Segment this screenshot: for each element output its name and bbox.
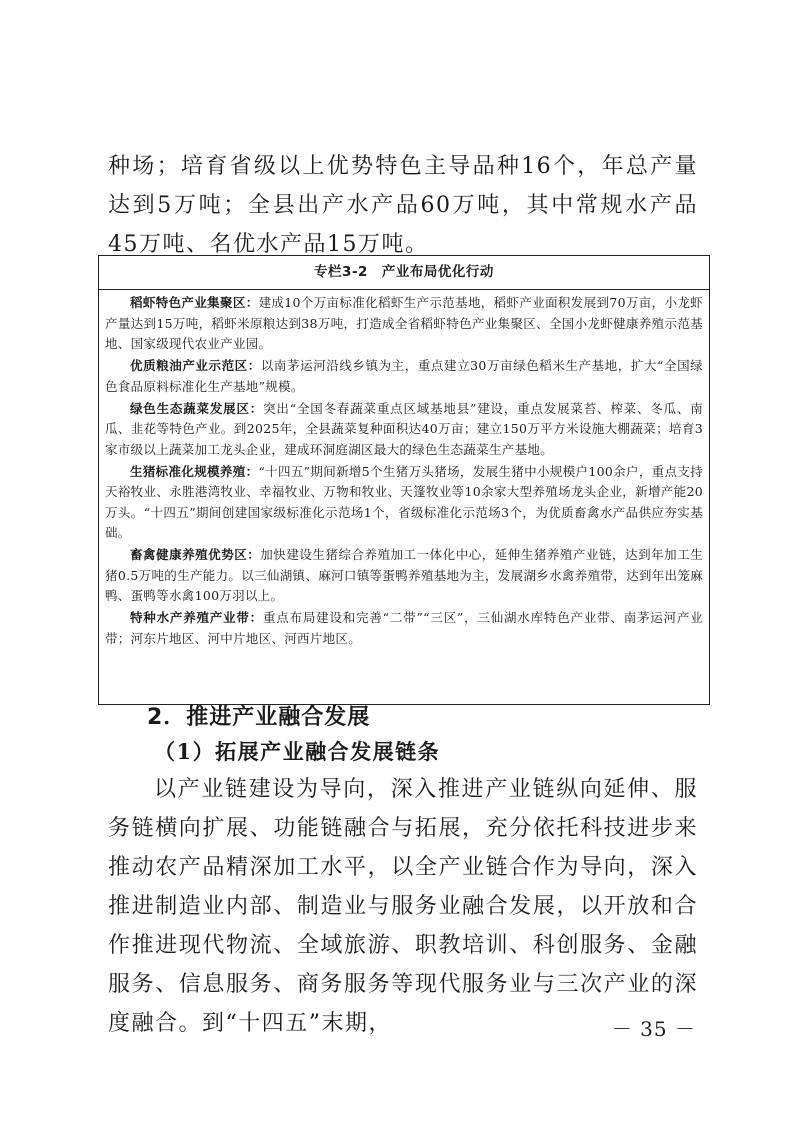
- box-entry: [105, 399, 703, 461]
- box-entry: [105, 293, 703, 355]
- entry-heading: 特种水产养殖产业带：: [130, 610, 263, 625]
- box-entry: [105, 356, 703, 397]
- entry-heading: 绿色生态蔬菜发展区：: [130, 400, 264, 416]
- entry-heading: 生猪标准化规模养殖：: [130, 463, 259, 479]
- box-entry: [105, 608, 703, 649]
- entry-heading: 畜禽健康养殖优势区：: [130, 547, 261, 562]
- subsection-heading: （1）拓展产业融合发展链条: [154, 739, 441, 764]
- entry-text: 建成10个万亩标准化稻虾生产示范基地，稻虾产业面积发展到70万亩，小龙虾产量达到15万吨，稻虾米原粮达到38万吨，打造成全省稻虾特色产业集聚区、全国小龙虾健康养殖示范基地、国家级现代农业产业园。: [105, 295, 703, 351]
- body-paragraph: 以产业链建设为导向，深入推进产业链纵向延伸、服务链横向扩展、功能链融合与拓展，充分依托科技进步来推动农产品精深加工水平，以全产业链合作为导向，深入推进制造业内部、制造业与服务业融合发展，以开放和合作推进现代物流、全域旅游、职教培训、科创服务、金融服务、信息服务、商务服务等现代服务业与三次产业的深度融合。到“十四五”末期，: [108, 777, 698, 1036]
- box-entry: [105, 462, 703, 544]
- entry-heading: 优质粮油产业示范区：: [130, 358, 261, 373]
- section-heading: 2．推进产业融合发展: [147, 705, 371, 730]
- page-number: － 35 －: [611, 1017, 696, 1041]
- intro-paragraph: 种场；培育省级以上优势特色主导品种16个，年总产量达到5万吨；全县出产水产品60万吨，其中常规水产品45万吨、名优水产品15万吨。: [108, 154, 698, 257]
- entry-text: 重点布局建设和完善“二带”“三区”，三仙湖水库特色产业带、南茅运河产业带；河东片地区、河中片地区、河西片地区。: [105, 610, 703, 646]
- entry-text: 以南茅运河沿线乡镇为主，重点建立30万亩绿色稻米生产基地，扩大“全国绿色食品原料标准化生产基地”规模。: [105, 358, 703, 394]
- box-body: [99, 290, 709, 649]
- entry-text: “十四五”期间新增5个生猪万头猪场，发展生猪中小规模户100余户，重点支持天裕牧业、永胜港湾牧业、幸福牧业、万物和牧业、天篷牧业等10余家大型养殖场龙头企业，新增产能20万头。“十四五”期间创建国家级标准化示范场1个，省级标准化示范场3个，为优质畜禽水产品供应夯实基础。: [105, 463, 703, 540]
- entry-heading: 稻虾特色产业集聚区：: [130, 295, 259, 310]
- entry-text: 加快建设生猪综合养殖加工一体化中心，延伸生猪养殖产业链，达到年加工生猪0.5万吨的生产能力。以三仙湖镇、麻河口镇等蛋鸭养殖基地为主，发展湖乡水禽养殖带，达到年出笼麻鸭、蛋鸭等水禽100万羽以上。: [105, 547, 703, 603]
- box-title: 专栏3-2 产业布局优化行动: [99, 256, 709, 290]
- column-box: [98, 255, 710, 705]
- box-entry: [105, 545, 703, 607]
- entry-text: 突出“全国冬春蔬菜重点区域基地县”建设，重点发展菜苔、榨菜、冬瓜、南瓜、韭花等特色产业。到2025年，全县蔬菜复种面积达40万亩；建立150万平方米设施大棚蔬菜；培育3家市级以上蔬菜加工龙头企业，建成环洞庭湖区最大的绿色生态蔬菜生产基地。: [105, 400, 703, 457]
